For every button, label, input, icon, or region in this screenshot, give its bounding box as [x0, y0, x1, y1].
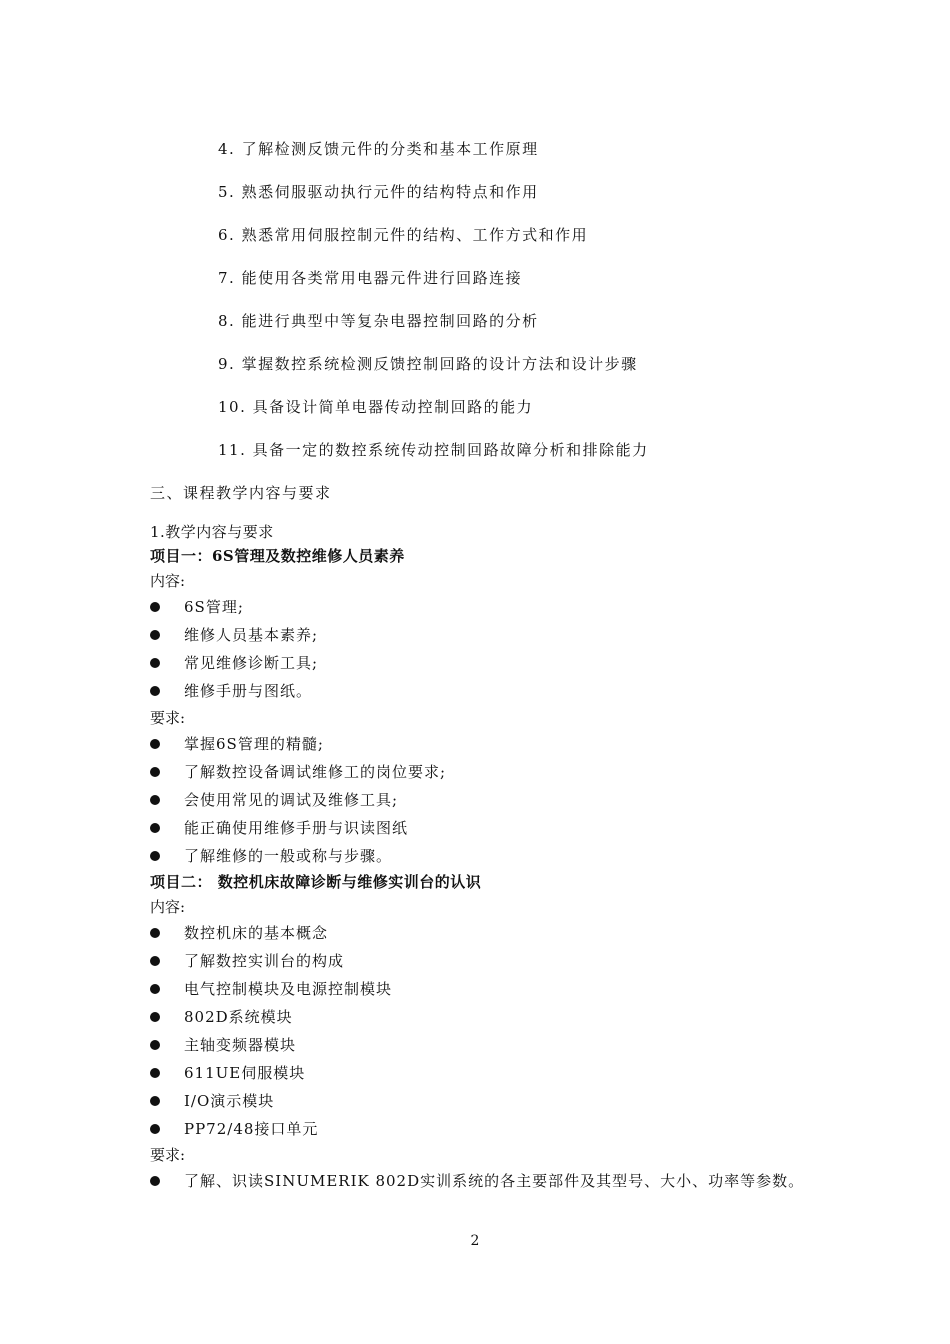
- list-item-text: 维修人员基本素养;: [184, 626, 319, 644]
- bullet-icon: [150, 1012, 160, 1022]
- bullet-icon: [150, 686, 160, 696]
- objective-item-6: 6. 熟悉常用伺服控制元件的结构、工作方式和作用: [218, 226, 589, 244]
- bullet-icon: [150, 1176, 160, 1186]
- project2-title: 项目二： 数控机床故障诊断与维修实训台的认识: [150, 873, 482, 891]
- list-item-text: I/O演示模块: [184, 1092, 275, 1110]
- list-item-text: 了解数控设备调试维修工的岗位要求;: [184, 763, 447, 781]
- project2-content-label: 内容:: [150, 898, 186, 916]
- objective-item-4: 4. 了解检测反馈元件的分类和基本工作原理: [218, 140, 539, 158]
- list-item-text: 掌握6S管理的精髓;: [184, 735, 324, 753]
- project2-req-label: 要求:: [150, 1146, 186, 1164]
- subsection-heading: 1.教学内容与要求: [150, 523, 274, 541]
- list-item-text: 能正确使用维修手册与识读图纸: [184, 819, 409, 837]
- list-item-text: 电气控制模块及电源控制模块: [184, 980, 393, 998]
- objective-item-11: 11. 具备一定的数控系统传动控制回路故障分析和排除能力: [218, 441, 649, 459]
- list-item-text: PP72/48接口单元: [184, 1120, 319, 1138]
- list-item-text: 了解数控实训台的构成: [184, 952, 345, 970]
- list-item-text: 802D系统模块: [184, 1008, 293, 1026]
- bullet-icon: [150, 1124, 160, 1134]
- bullet-icon: [150, 928, 160, 938]
- bullet-icon: [150, 1096, 160, 1106]
- list-item-text: 常见维修诊断工具;: [184, 654, 319, 672]
- bullet-icon: [150, 1040, 160, 1050]
- project1-title: 项目一：6S管理及数控维修人员素养: [150, 547, 405, 565]
- list-item-text: 数控机床的基本概念: [184, 924, 329, 942]
- bullet-icon: [150, 823, 160, 833]
- list-item-text: 611UE伺服模块: [184, 1064, 306, 1082]
- objective-item-7: 7. 能使用各类常用电器元件进行回路连接: [218, 269, 523, 287]
- page-number: 2: [470, 1233, 480, 1249]
- bullet-icon: [150, 851, 160, 861]
- bullet-icon: [150, 956, 160, 966]
- list-item-text: 主轴变频器模块: [184, 1036, 297, 1054]
- objective-item-8: 8. 能进行典型中等复杂电器控制回路的分析: [218, 312, 539, 330]
- list-item-text: 了解维修的一般或称与步骤。: [184, 847, 393, 865]
- list-item-text: 6S管理;: [184, 598, 244, 616]
- bullet-icon: [150, 767, 160, 777]
- project1-req-label: 要求:: [150, 709, 186, 727]
- bullet-icon: [150, 658, 160, 668]
- objective-item-10: 10. 具备设计简单电器传动控制回路的能力: [218, 398, 534, 416]
- bullet-icon: [150, 602, 160, 612]
- bullet-icon: [150, 630, 160, 640]
- objective-item-9: 9. 掌握数控系统检测反馈控制回路的设计方法和设计步骤: [218, 355, 638, 373]
- section-heading: 三、课程教学内容与要求: [150, 484, 332, 502]
- list-item-text: 维修手册与图纸。: [184, 682, 313, 700]
- project1-content-label: 内容:: [150, 572, 186, 590]
- bullet-icon: [150, 739, 160, 749]
- list-item-text: 会使用常见的调试及维修工具;: [184, 791, 399, 809]
- bullet-icon: [150, 1068, 160, 1078]
- objective-item-5: 5. 熟悉伺服驱动执行元件的结构特点和作用: [218, 183, 539, 201]
- bullet-icon: [150, 795, 160, 805]
- bullet-icon: [150, 984, 160, 994]
- list-item-text: 了解、识读SINUMERIK 802D实训系统的各主要部件及其型号、大小、功率等参数。: [184, 1172, 805, 1190]
